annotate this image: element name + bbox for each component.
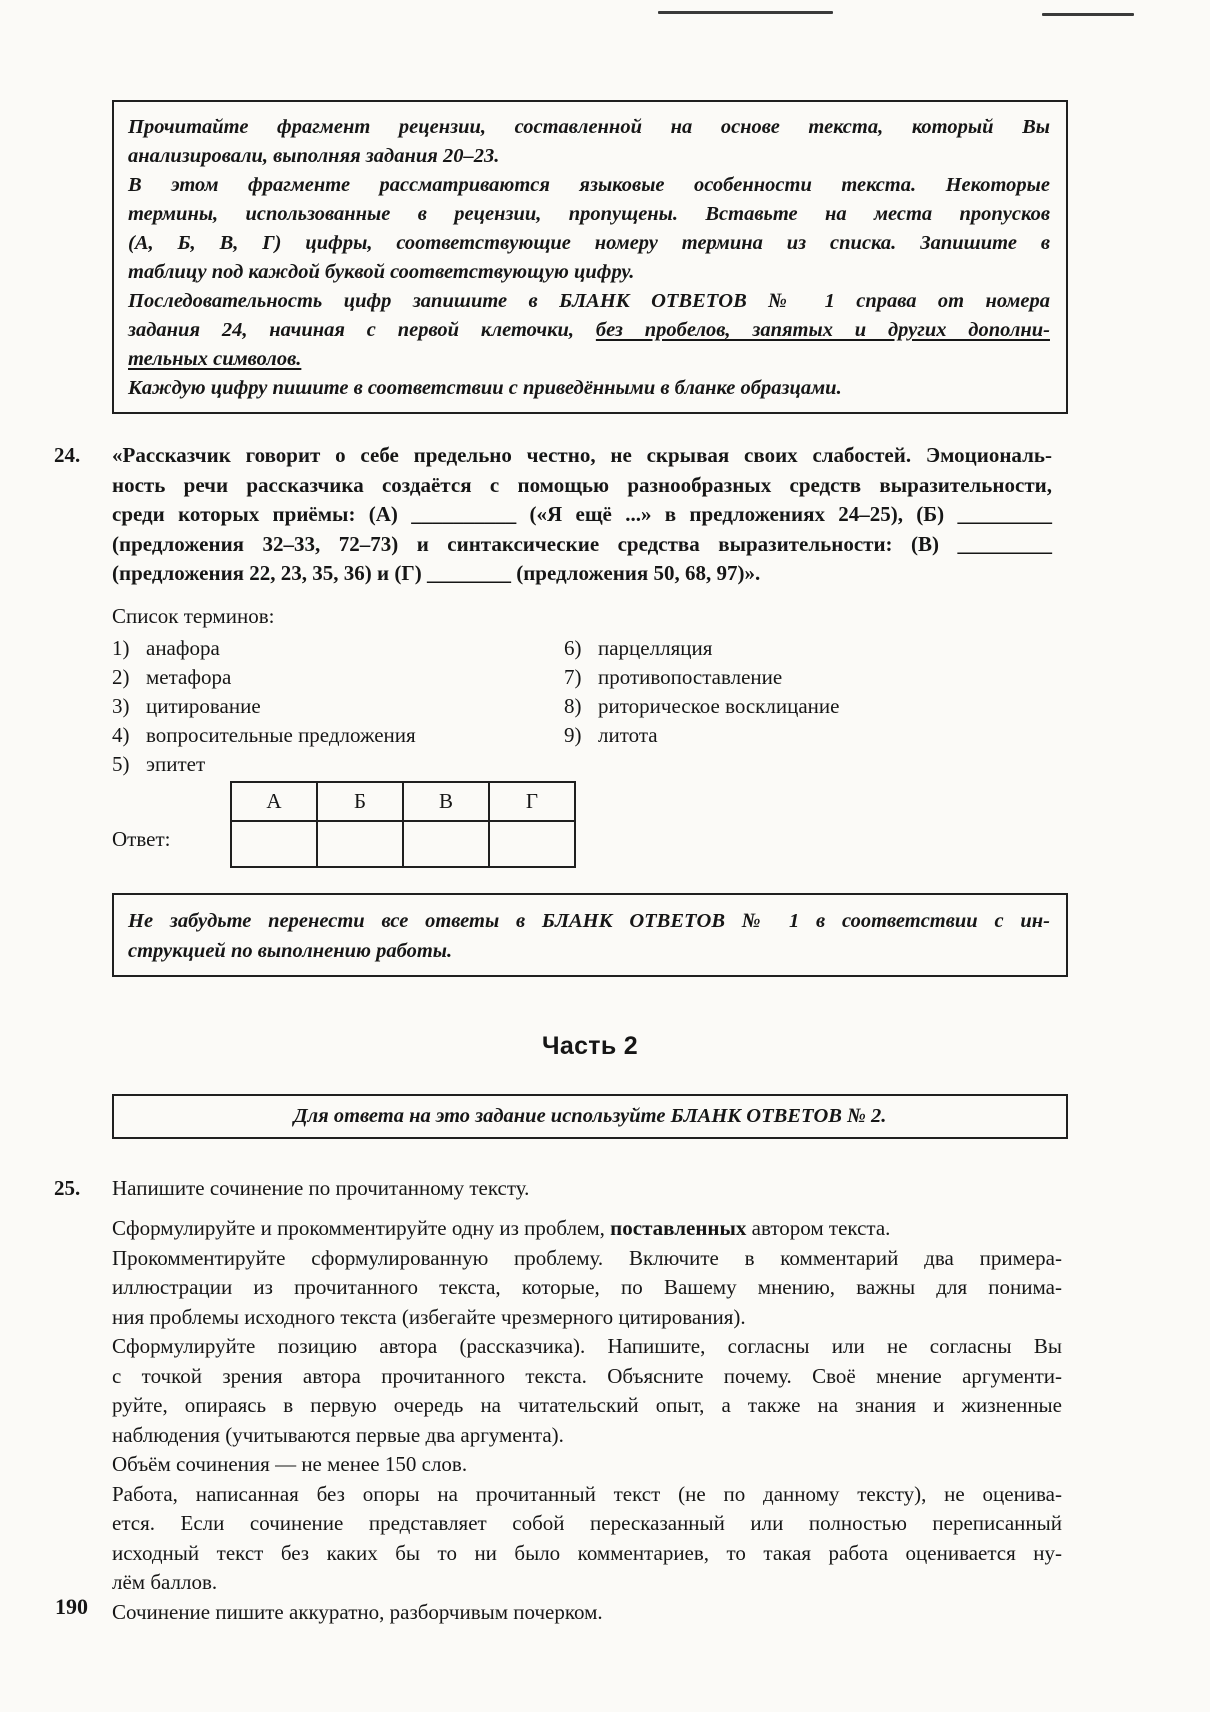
term-label: цитирование [146,693,261,718]
text-line: лём баллов. [112,1570,218,1594]
part2-heading: Часть 2 [542,1031,638,1060]
text-line: наблюдения (учитываются первые два аргумента). [112,1422,564,1447]
text-line: руйте, опираясь в первую очередь на читательский опыт, а также на знания и жизненные [112,1393,1062,1417]
text-line: иллюстрации из прочитанного текста, которые, по Вашему мнению, важны для понима- [112,1275,1062,1299]
task-24 [54,441,1052,589]
text-line: Напишите сочинение по прочитанному тексту. [112,1175,530,1200]
answer-table-header-row [231,782,575,821]
term-number: 5) [112,751,130,776]
list-item [112,721,564,750]
text-line: Прочитайте фрагмент рецензии, составленной на основе текста, который Вы [128,116,1050,138]
term-number: 2) [112,664,130,689]
answer-table [230,781,576,868]
text-line: ется. Если сочинение представляет собой пересказанный или полностью переписанный [112,1511,1062,1535]
text-line: (А, Б, В, Г) цифры, соответствующие номеру термина из списка. Запишите в [128,232,1050,254]
list-item [564,663,1068,692]
text-line: исходный текст без каких бы то ни было комментариев, то такая работа оценивается ну- [112,1540,1062,1565]
term-number: 7) [564,664,582,689]
list-item [112,750,564,779]
text-segment: автором текста. [746,1216,891,1240]
text-line [128,316,1050,345]
list-item [564,692,1068,721]
text-line: Последовательность цифр запишите в БЛАНК ОТВЕТОВ № 1 справа от номера [128,290,1050,312]
part2-instruction-box: Для ответа на это задание используйте БЛАНК ОТВЕТОВ № 2. [112,1094,1068,1139]
task-number: 24. [54,443,81,467]
task24-instruction-box [112,100,1068,414]
answer-column-header: А [231,782,317,821]
text-line: ность речи рассказчика создаётся с помощью разнообразных средств выразительности, [112,472,1052,497]
answer-column-header: Г [489,782,575,821]
text-line: Объём сочинения — не менее 150 слов. [112,1452,468,1476]
term-label: парцелляция [598,635,713,660]
list-item [564,721,1068,750]
text-line: Сформулируйте позицию автора (рассказчика). Напишите, согласны или не согласны Вы [112,1334,1062,1358]
scan-artifact [1042,13,1134,16]
text-line: Каждую цифру пишите в соответствии с приведёнными в бланке образцами. [128,377,842,399]
underlined-text: тельных символов. [128,348,302,370]
text-segment: Сформулируйте и прокомментируйте одну из проблем, [112,1216,611,1240]
term-label: анафора [146,635,220,660]
term-number: 6) [564,635,582,660]
term-number: 1) [112,635,130,660]
page-number: 190 [55,1594,88,1619]
answer-area [112,781,1068,868]
underlined-text: без пробелов, запятых и других дополни- [595,319,1050,341]
list-item [112,634,564,663]
text-line: струкцией по выполнению работы. [128,939,453,962]
text-line: термины, использованные в рецензии, пропущены. Вставьте на места пропусков [128,203,1050,225]
transfer-answers-notice-box [112,893,1068,977]
text-line [112,1214,1062,1244]
term-number: 9) [564,722,582,747]
answer-label: Ответ: [112,826,171,851]
term-label: вопросительные предложения [146,722,416,747]
term-label: литота [598,722,658,747]
term-number: 3) [112,693,130,718]
text-line [128,345,1050,374]
text-line: Сочинение пишите аккуратно, разборчивым почерком. [112,1599,603,1624]
text-segment: задания 24, начиная с первой клеточки, [128,319,596,341]
answer-table-input-row [231,821,575,867]
terms-list-title: Список терминов: [112,603,275,628]
answer-column-header: В [403,782,489,821]
terms-column-left [112,634,564,779]
task-number: 25. [54,1175,81,1200]
text-line: Прокомментируйте сформулированную проблему. Включите в комментарий два примера- [112,1245,1062,1270]
text-line: (предложения 22, 23, 35, 36) и (Г) ________ (предложения 50, 68, 97)». [112,561,761,585]
text-line: с точкой зрения автора прочитанного текста. Объясните почему. Своё мнение аргументи- [112,1363,1062,1388]
text-line: ния проблемы исходного текста (избегайте чрезмерного цитирования). [112,1304,746,1329]
answer-column-header: Б [317,782,403,821]
text-line: «Рассказчик говорит о себе предельно честно, не скрывая своих слабостей. Эмоциональ- [112,443,1052,467]
scan-artifact [658,11,833,14]
list-item [564,634,1068,663]
answer-cell [317,821,403,867]
text-line: Не забудьте перенести все ответы в БЛАНК ОТВЕТОВ № 1 в соответствии с ин- [128,909,1050,932]
text-line: анализировали, выполняя задания 20–23. [128,145,500,167]
list-item [112,663,564,692]
text-line: таблицу под каждой буквой соответствующую цифру. [128,261,635,283]
term-label: риторическое восклицание [598,693,840,718]
text-line: В этом фрагменте рассматриваются языковые особенности текста. Некоторые [128,174,1050,196]
answer-cell [489,821,575,867]
answer-cell [403,821,489,867]
term-label: эпитет [146,751,206,776]
term-label: противопоставление [598,664,783,689]
term-number: 8) [564,693,582,718]
text-line: (предложения 32–33, 72–73) и синтаксические средства выразительности: (В) _________ [112,531,1052,556]
text-line: среди которых приёмы: (А) __________ («Я ещё ...» в предложениях 24–25), (Б) _________ [112,502,1052,526]
bold-text: поставленных [610,1216,747,1240]
term-label: метафора [146,664,232,689]
term-number: 4) [112,722,130,747]
answer-cell [231,821,317,867]
terms-list [112,634,1068,779]
text-line: Работа, написанная без опоры на прочитанный текст (не по данному тексту), не оценива- [112,1481,1062,1506]
terms-column-right [564,634,1068,779]
list-item [112,692,564,721]
